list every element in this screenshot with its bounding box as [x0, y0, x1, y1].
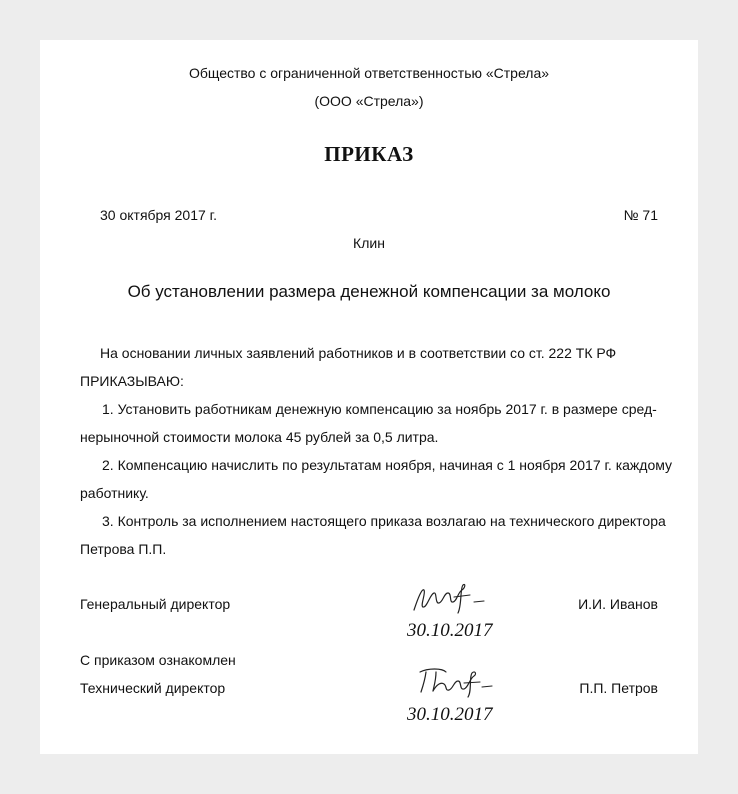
director-name: И.И. Иванов: [578, 596, 658, 612]
city: Клин: [353, 235, 385, 251]
item-3-line-2: Петрова П.П.: [80, 541, 167, 557]
director-signature: [408, 580, 492, 616]
tech-director-signature: [412, 664, 496, 700]
document-title: ПРИКАЗ: [324, 142, 414, 166]
order-subject: Об установлении размера денежной компенсации за молоко: [127, 282, 611, 301]
director-sign-date: 30.10.2017: [407, 620, 493, 641]
item-3-line-1: 3. Контроль за исполнением настоящего приказа возлагаю на технического директора: [102, 513, 666, 529]
order-document: [40, 40, 698, 754]
order-number: № 71: [623, 207, 658, 223]
item-2-line-1: 2. Компенсацию начислить по результатам ноября, начиная с 1 ноября 2017 г. каждому: [102, 457, 673, 473]
item-1-line-1: 1. Установить работникам денежную компенсацию за ноябрь 2017 г. в размере сред-: [102, 401, 657, 417]
organization-full-name: Общество с ограниченной ответственностью «Стрела»: [188, 65, 550, 81]
tech-director-name: П.П. Петров: [579, 680, 658, 696]
tech-director-sign-date: 30.10.2017: [407, 704, 493, 725]
item-1-line-2: нерыночной стоимости молока 45 рублей за 0,5 литра.: [80, 429, 439, 445]
order-date: 30 октября 2017 г.: [100, 207, 217, 223]
director-position: Генеральный директор: [80, 596, 231, 612]
order-word: ПРИКАЗЫВАЮ:: [80, 373, 184, 389]
item-2-line-2: работнику.: [80, 485, 149, 501]
organization-short-name: (ООО «Стрела»): [314, 93, 424, 109]
acquainted-label: С приказом ознакомлен: [80, 652, 236, 668]
tech-director-position: Технический директор: [80, 680, 226, 696]
basis-text: На основании личных заявлений работников и в соответствии со ст. 222 ТК РФ: [100, 345, 617, 361]
